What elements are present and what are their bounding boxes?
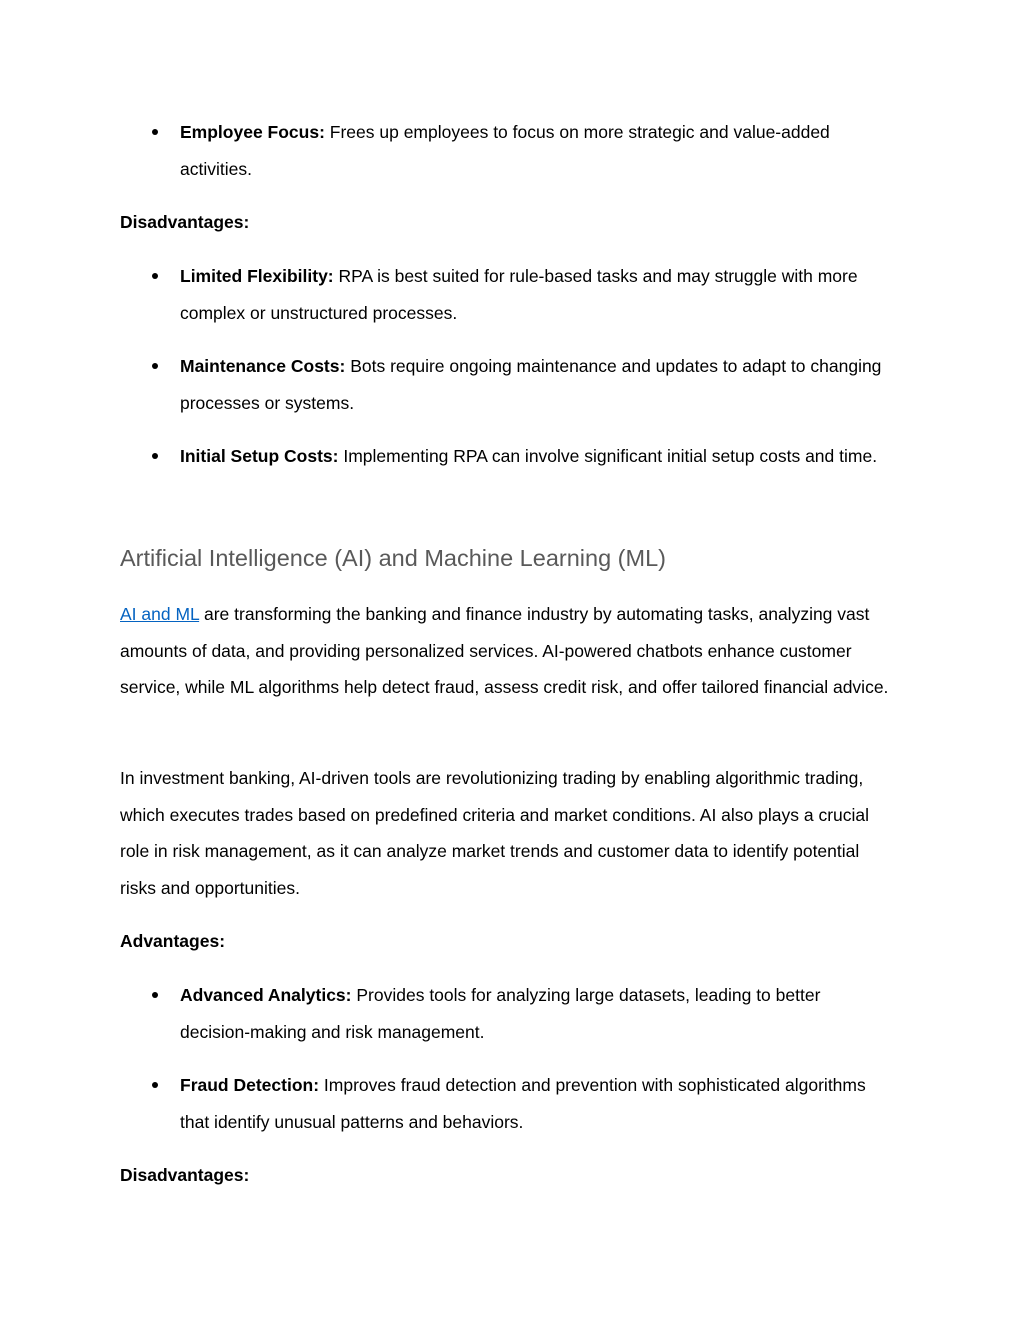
list-item <box>180 438 892 475</box>
list-item-term: Initial Setup Costs: <box>180 446 339 466</box>
paragraph-text: are transforming the banking and finance industry by automating tasks, analyzing vast amounts of data, and providing personalized services. AI-powered chatbots enhance customer service, while ML algorithms help detect fraud, assess credit risk, and offer tailored financial advice. <box>120 604 889 697</box>
paragraph-investment-banking: In investment banking, AI-driven tools are revolutionizing trading by enabling algorithmic trading, which executes trades based on predefined criteria and market conditions. AI also plays a crucial role in risk management, as it can analyze market trends and customer data to identify potential risks and opportunities. <box>120 768 870 898</box>
list-item-text: Implementing RPA can involve significant initial setup costs and time. <box>343 446 878 466</box>
list-item <box>180 977 892 1050</box>
bullet-icon <box>152 453 158 459</box>
bullet-icon <box>152 273 158 279</box>
list-item-text: Frees up employees to focus on more strategic and value-added activities. <box>180 122 830 179</box>
list-item <box>180 258 892 331</box>
list-item <box>180 1067 892 1140</box>
bullet-icon <box>152 129 158 135</box>
advantages-label: Advantages: <box>120 931 226 951</box>
list-item-text: Improves fraud detection and prevention with sophisticated algorithms that identify unusual patterns and behaviors. <box>180 1075 866 1132</box>
list-item-term: Maintenance Costs: <box>180 356 346 376</box>
bullet-icon <box>152 1082 158 1088</box>
list-item-text: Bots require ongoing maintenance and updates to adapt to changing processes or systems. <box>180 356 882 413</box>
bullet-icon <box>152 992 158 998</box>
list-item-text: Provides tools for analyzing large datasets, leading to better decision-making and risk management. <box>180 985 821 1042</box>
section-heading: Artificial Intelligence (AI) and Machine Learning (ML) <box>120 545 666 571</box>
bullet-icon <box>152 363 158 369</box>
top-bullet-list <box>180 114 892 187</box>
advantages-list <box>180 977 892 1140</box>
list-item-term: Advanced Analytics: <box>180 985 352 1005</box>
list-item-term: Fraud Detection: <box>180 1075 320 1095</box>
disadvantages-list <box>180 258 892 475</box>
list-item <box>180 348 892 421</box>
disadvantages-label: Disadvantages: <box>120 212 250 232</box>
list-item-term: Limited Flexibility: <box>180 266 334 286</box>
list-item-text: RPA is best suited for rule-based tasks and may struggle with more complex or unstructured processes. <box>180 266 858 323</box>
list-item-term: Employee Focus: <box>180 122 325 142</box>
disadvantages-label: Disadvantages: <box>120 1165 250 1185</box>
ai-ml-link[interactable]: AI and ML <box>120 604 200 624</box>
list-item <box>180 114 892 187</box>
paragraph-ai-ml <box>120 596 890 706</box>
